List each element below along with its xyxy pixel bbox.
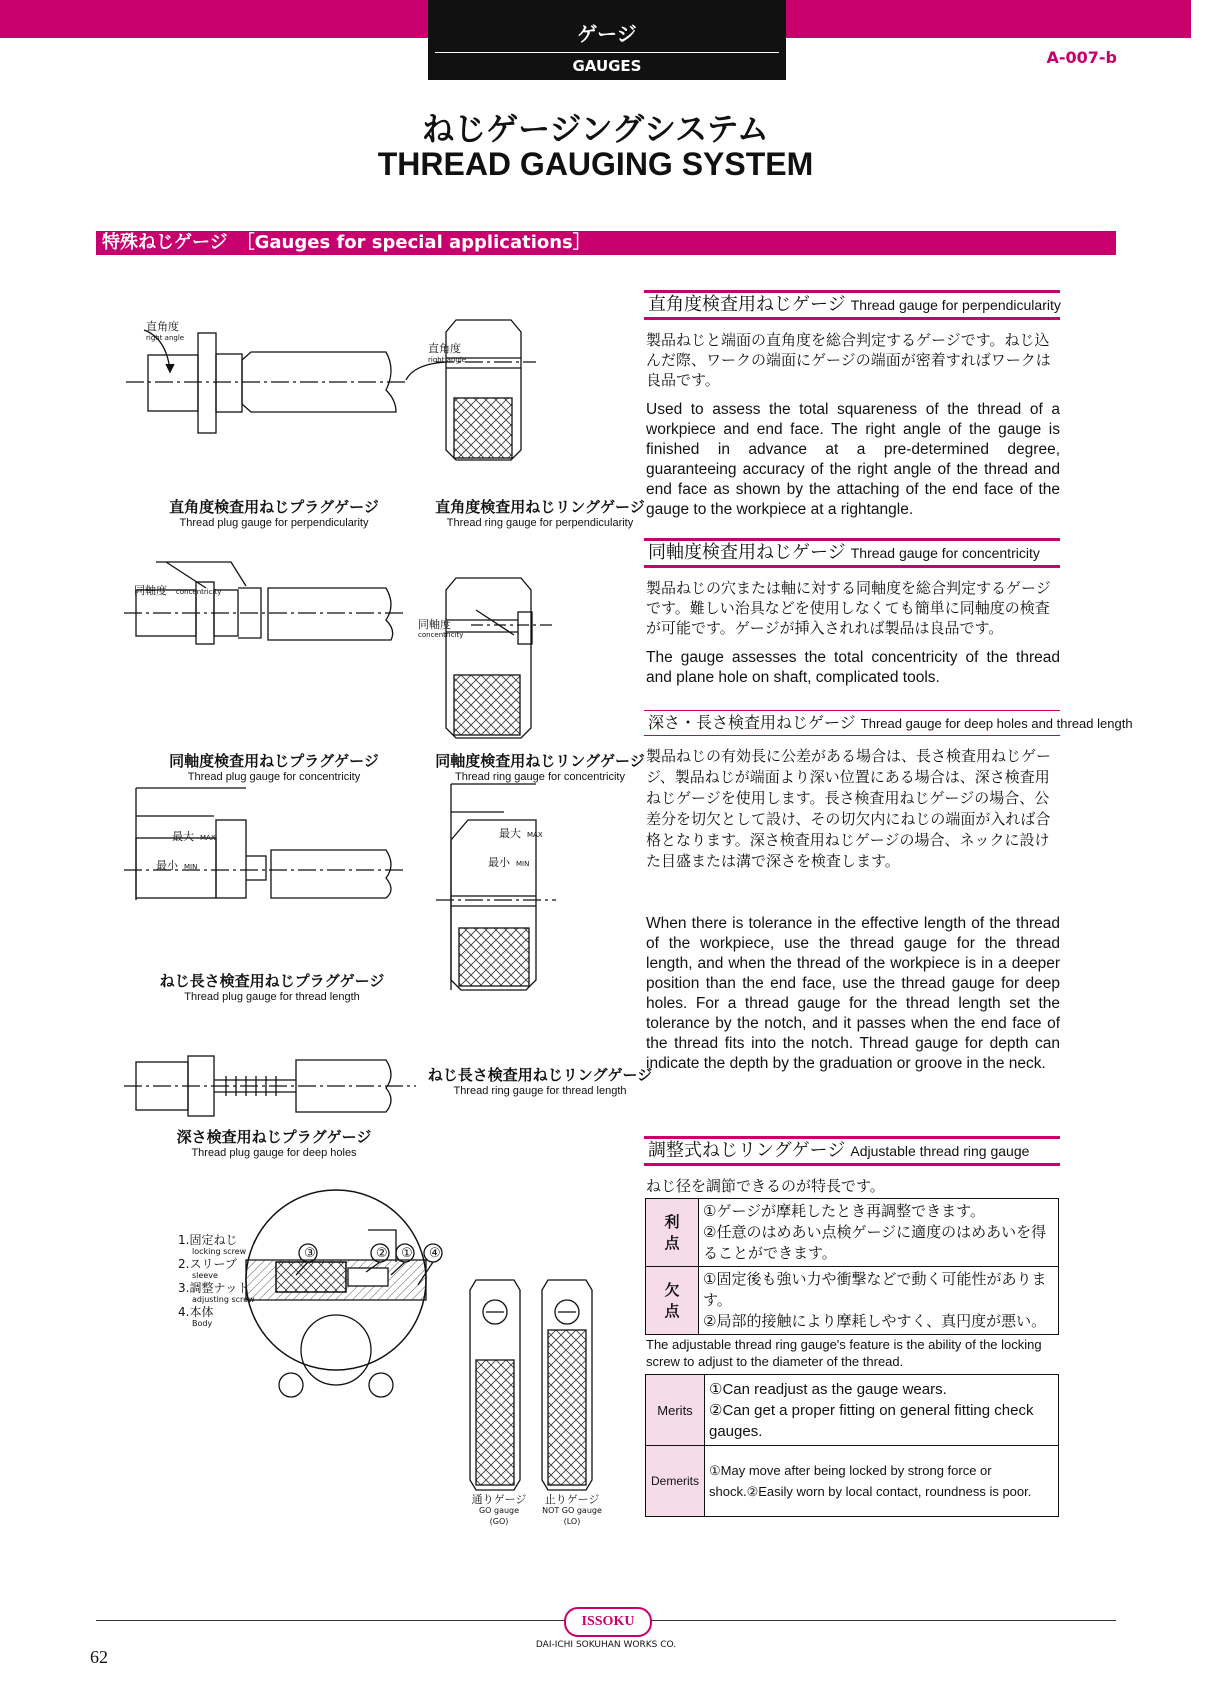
svg-text:MAX: MAX [200, 834, 216, 842]
caption-ring-perp: 直角度検査用ねじリングゲージ Thread ring gauge for perpendicularity [435, 498, 645, 529]
plug-perp-drawing [126, 330, 406, 433]
merits-label-jp: 利 点 [646, 1199, 699, 1267]
page-title-en: THREAD GAUGING SYSTEM [377, 146, 814, 182]
svg-text:MIN: MIN [184, 863, 198, 871]
caption-plug-perp: 直角度検査用ねじプラグゲージ Thread plug gauge for perpendicularity [169, 498, 379, 529]
merits-row-jp: 利 点 ①ゲージが摩耗したとき再調整できます。 ②任意のはめあい点検ゲージに適度のはめあいを得ることができます。 [646, 1199, 1059, 1267]
label-perp-plug: 直角度 [146, 320, 179, 333]
category-jp: ゲージ [577, 22, 637, 46]
label-plug-max: 最大 [172, 830, 194, 843]
adjustable-drawing [246, 1190, 592, 1490]
technical-drawings [96, 300, 636, 1560]
go-gauge-label: 通りゲージ GO gauge (GO) [471, 1493, 527, 1526]
depth-text-jp: 製品ねじの有効長に公差がある場合は、長さ検査用ねじゲージ、製品ねじが端面より深い位置にある場合は、深さ検査用ねじゲージを使用します。長さ検査用ねじゲージの場合、公差分を切欠として設け、その切欠内にねじの端面が入れば合格となります。深さ検査用ねじゲージの場合、ネックに設けた目盛または溝で深さを検査します。 [646, 747, 1052, 870]
adjust-intro-en: The adjustable thread ring gauge's feature is the ability of the locking screw to adjust to the diameter of the thread. [646, 1337, 1042, 1369]
perp-text-en: Used to assess the total squareness of the thread of a workpiece and end face. The right angle of the gauge is finished in advance at a pre-determined degree, guaranteeing accuracy of the right angle of the thread and end face as shown by the attaching of the end face of the gauge to the workpiece at a rightangle. [646, 401, 1060, 518]
heading-conc: 同軸度検査用ねじゲージ Thread gauge for concentricity [644, 538, 1060, 568]
category-divider [435, 52, 779, 53]
svg-text:concentricity: concentricity [418, 631, 464, 639]
callout-3: ③ [304, 1246, 316, 1261]
demerits-row-jp: 欠 点 ①固定後も強い力や衝撃などで動く可能性があります。 ②局部的接触により摩耗しやすく、真円度が悪い。 [646, 1267, 1059, 1335]
merits-label-en: Merits [646, 1375, 705, 1446]
caption-plug-depth: 深さ検査用ねじプラグゲージ Thread plug gauge for deep holes [176, 1128, 372, 1159]
demerits-row-en: Demerits ①May move after being locked by strong force or shock.②Easily worn by local contact, roundness is poor. [646, 1446, 1059, 1517]
page-code: A-007-b [1046, 48, 1117, 67]
svg-text:right angle: right angle [146, 334, 185, 342]
caption-ring-conc: 同軸度検査用ねじリングゲージ Thread ring gauge for concentricity [435, 752, 645, 783]
plug-conc-drawing [124, 562, 406, 644]
category-en: GAUGES [572, 57, 642, 75]
adjust-table-jp [645, 1198, 1059, 1335]
label-conc-plug: 同軸度 [134, 584, 167, 597]
label-ring-max: 最大 [499, 827, 521, 840]
adjust-intro-jp: ねじ径を調節できるのが特長です。 [646, 1177, 885, 1195]
demerits-label-jp: 欠 点 [646, 1267, 699, 1335]
page-title-jp: ねじゲージングシステム [422, 110, 769, 148]
conc-text-en: The gauge assesses the total concentricity of the thread and plane hole on shaft, complicated tools. [646, 649, 1060, 686]
merits-row-en: Merits ①Can readjust as the gauge wears. ②Can get a proper fitting on general fitting check gauges. [646, 1375, 1059, 1446]
section-title: 特殊ねじゲージ ［Gauges for special applications］ [96, 231, 1116, 255]
heading-perp: 直角度検査用ねじゲージ Thread gauge for perpendicularity [644, 290, 1060, 320]
category-tab [428, 0, 786, 80]
adjust-table-en [645, 1374, 1059, 1517]
label-ring-min: 最小 [488, 856, 510, 869]
callout-1: ① [401, 1246, 413, 1261]
notgo-gauge-label: 止りゲージ NOT GO gauge (LO) [542, 1493, 602, 1526]
plug-len-drawing [124, 788, 406, 900]
svg-text:concentricity: concentricity [176, 588, 222, 596]
svg-text:right angle: right angle [428, 356, 467, 364]
conc-text-jp: 製品ねじの穴または軸に対する同軸度を総合判定するゲージです。難しい治具などを使用しなくても簡単に同軸度の検査が可能です。ゲージが挿入されれば製品は良品です。 [646, 579, 1051, 637]
svg-text:MAX: MAX [527, 831, 543, 839]
callout-2: ② [376, 1246, 388, 1261]
caption-plug-conc: 同軸度検査用ねじプラグゲージ Thread plug gauge for concentricity [169, 752, 379, 783]
plug-depth-drawing [124, 1056, 416, 1116]
issoku-logo: ISSOKU [564, 1607, 652, 1637]
ring-perp-drawing [406, 320, 536, 460]
ring-len-drawing [436, 784, 556, 990]
ring-conc-drawing [446, 578, 556, 738]
callout-4: ④ [429, 1246, 441, 1261]
heading-depth: 深さ・長さ検査用ねじゲージ Thread gauge for deep holes and thread length [644, 710, 1060, 736]
svg-text:MIN: MIN [516, 860, 530, 868]
perp-text-jp: 製品ねじと端面の直角度を総合判定するゲージです。ねじ込んだ際、ワークの端面にゲージの端面が密着すればワークは良品です。 [646, 331, 1051, 389]
page-number: 62 [90, 1647, 108, 1667]
parts-legend: 1.固定ねじ locking screw 2.スリーブ sleeve 3.調整ナット adjusting screw 4.本体 Body [178, 1233, 255, 1328]
caption-plug-len: ねじ長さ検査用ねじプラグゲージ Thread plug gauge for thread length [159, 972, 385, 1003]
label-perp-ring: 直角度 [428, 342, 461, 355]
label-plug-min: 最小 [156, 859, 178, 872]
demerits-label-en: Demerits [646, 1446, 705, 1517]
depth-text-en: When there is tolerance in the effective length of the thread of the workpiece, use the thread gauge for the thread length, and when the thread of the workpiece is in a deeper position than the end face, use the thread gauge for deep holes. For a thread gauge for the thread length set the tolerance by the notch, and it passes when the end face of the thread fits into the notch. Thread gauge for depth can indicate the depth by the graduation or groove in the neck. [646, 915, 1060, 1072]
company-name: DAI-ICHI SOKUHAN WORKS CO. [535, 1640, 677, 1650]
label-conc-ring: 同軸度 [418, 618, 451, 631]
caption-ring-len: ねじ長さ検査用ねじリングゲージ Thread ring gauge for thread length [427, 1066, 653, 1097]
heading-adjust: 調整式ねじリングゲージ Adjustable thread ring gauge [644, 1136, 1060, 1166]
